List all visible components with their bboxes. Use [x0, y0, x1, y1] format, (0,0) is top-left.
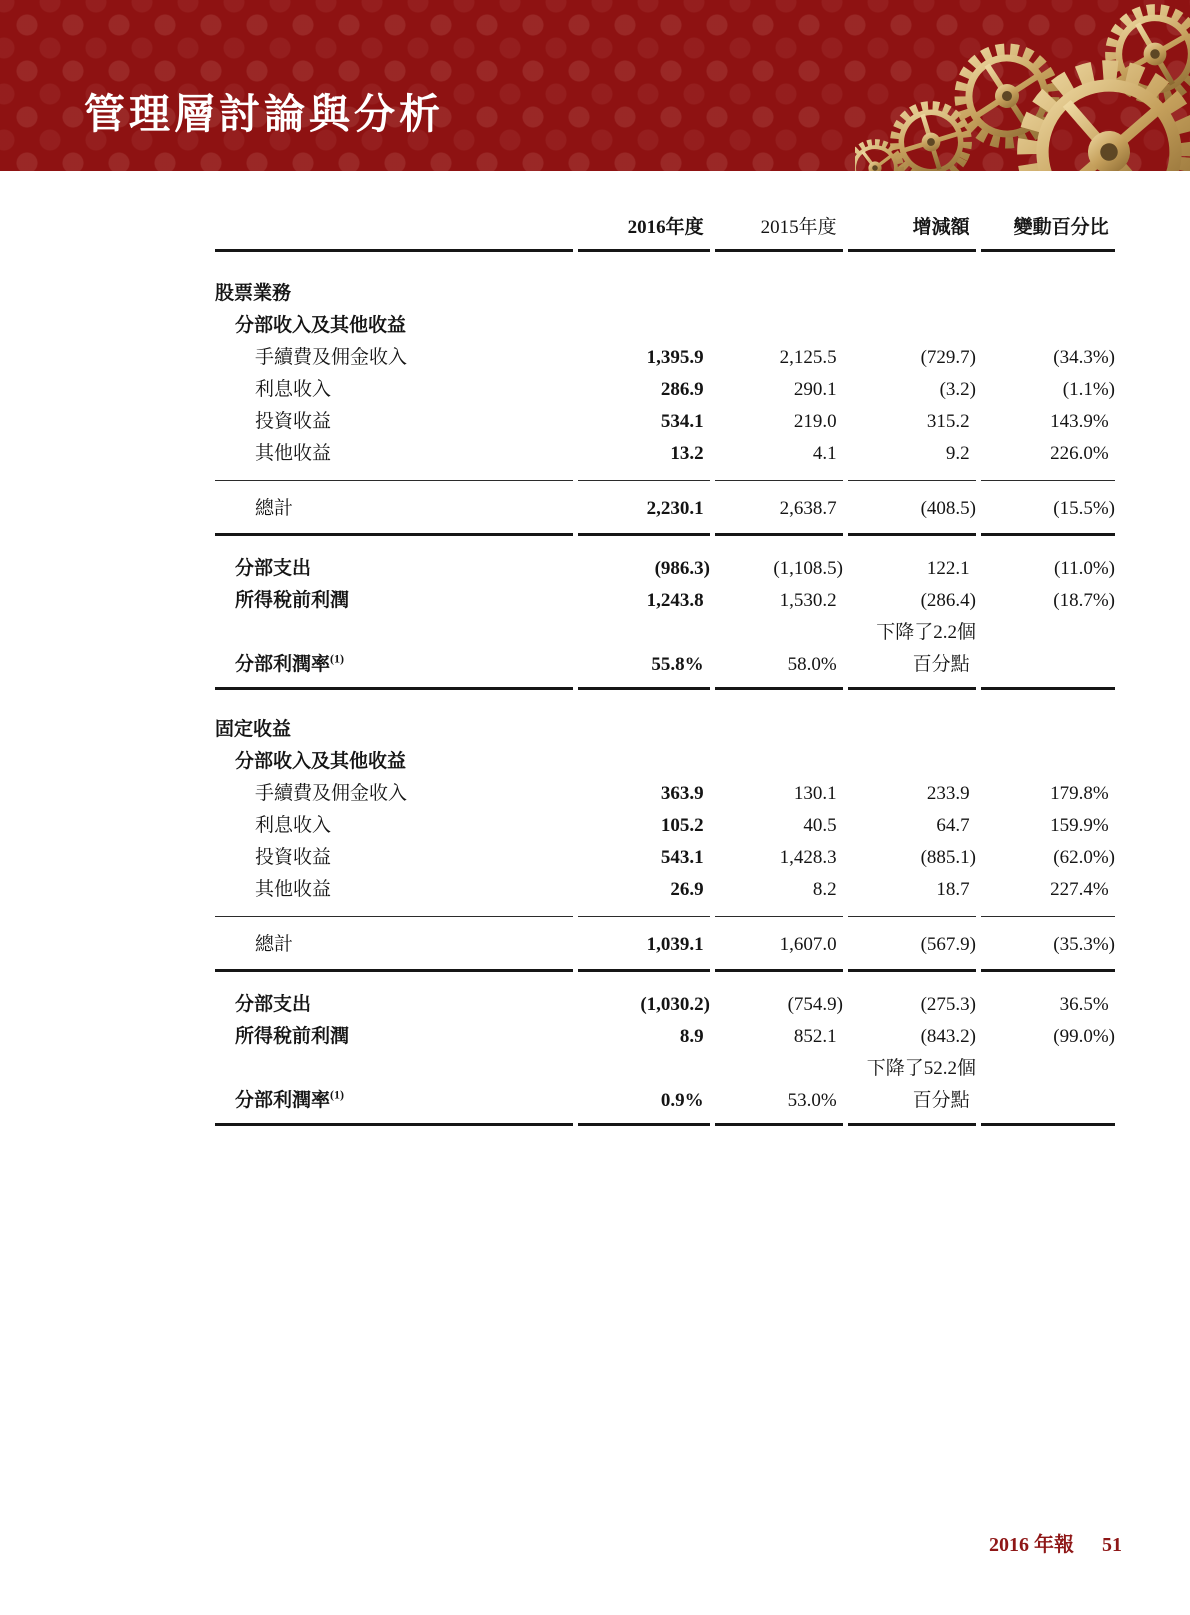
table-row [215, 778, 1115, 810]
row-label: 總計 [215, 481, 573, 536]
table-row [215, 874, 1115, 917]
value-2016: 286.9 [660, 379, 704, 400]
row-label: 利息收入 [255, 815, 332, 836]
row-label: 分部支出 [235, 994, 312, 1015]
section-subheading-row [215, 310, 1115, 342]
header-change: 增減額 [848, 212, 976, 252]
spacer [215, 972, 1115, 989]
note-cell: 下降了52.2個 [866, 1058, 976, 1079]
value-2016: 105.2 [660, 815, 704, 836]
value-2015: 2,638.7 [715, 481, 843, 536]
value-change: (286.4) [920, 590, 976, 611]
value-change: (408.5) [848, 481, 976, 536]
row-label: 所得稅前利潤 [235, 1026, 350, 1047]
note-row [215, 1053, 1115, 1085]
section-heading: 固定收益 [215, 719, 292, 740]
value-2015: 8.2 [715, 874, 843, 917]
value-2015: (1,108.5) [773, 558, 843, 579]
value-change: (567.9) [848, 917, 976, 972]
value-2015: 53.0% [715, 1085, 843, 1126]
value-2016: (986.3) [654, 558, 710, 579]
header-empty [215, 212, 573, 252]
value-pct: (11.0%) [1053, 558, 1115, 579]
table-row [215, 342, 1115, 374]
note-row [215, 617, 1115, 649]
pretax-profit-row [215, 1021, 1115, 1053]
value-pct: (34.3%) [1053, 347, 1115, 368]
row-label: 投資收益 [255, 411, 332, 432]
row-label: 總計 [215, 917, 573, 972]
section-subheading: 分部收入及其他收益 [235, 751, 407, 772]
header-pct-change: 變動百分比 [981, 212, 1115, 252]
value-2016: (1,030.2) [640, 994, 710, 1015]
row-label: 手續費及佣金收入 [255, 783, 408, 804]
value-change: (275.3) [920, 994, 976, 1015]
page-footer [989, 1528, 1122, 1557]
row-label: 其他收益 [215, 874, 573, 917]
value-2016: 55.8% [578, 649, 710, 690]
value-2015: (754.9) [787, 994, 843, 1015]
value-2016: 26.9 [578, 874, 710, 917]
expense-row [215, 553, 1115, 585]
row-label: 利息收入 [255, 379, 332, 400]
value-change: (885.1) [920, 847, 976, 868]
value-change: 122.1 [926, 558, 970, 579]
row-label: 手續費及佣金收入 [255, 347, 408, 368]
value-change: 18.7 [848, 874, 976, 917]
value-2016: 363.9 [660, 783, 704, 804]
value-2015: 1,428.3 [779, 847, 837, 868]
page-number: 51 [1102, 1534, 1122, 1556]
value-2015: 4.1 [715, 438, 843, 481]
header-2015: 2015年度 [715, 212, 843, 252]
value-change: 64.7 [936, 815, 970, 836]
value-2016: 534.1 [660, 411, 704, 432]
value-2015: 290.1 [793, 379, 837, 400]
value-2015: 1,607.0 [715, 917, 843, 972]
value-2015: 219.0 [793, 411, 837, 432]
value-2016: 8.9 [679, 1026, 704, 1047]
value-pct: (62.0%) [1053, 847, 1115, 868]
table-row [215, 842, 1115, 874]
value-change: 233.9 [926, 783, 970, 804]
pretax-profit-row [215, 585, 1115, 617]
table-row [215, 406, 1115, 438]
table-header-row [215, 212, 1115, 252]
value-2016: 1,395.9 [646, 347, 704, 368]
page-title: 管理層討論與分析 [84, 91, 444, 137]
value-pct: 36.5% [1059, 994, 1109, 1015]
value-change: 百分點 [848, 649, 976, 690]
value-2015: 130.1 [793, 783, 837, 804]
value-2015: 2,125.5 [779, 347, 837, 368]
value-pct: (15.5%) [981, 481, 1115, 536]
row-label: 分部利潤率$^{(1)}$ [215, 649, 573, 690]
page-banner [0, 0, 1190, 171]
report-year-label: 2016 年報 [989, 1534, 1074, 1556]
value-2016: 1,243.8 [646, 590, 704, 611]
spacer [215, 690, 1115, 714]
table-row [215, 810, 1115, 842]
value-change: (729.7) [920, 347, 976, 368]
section-subheading: 分部收入及其他收益 [235, 315, 407, 336]
expense-row [215, 989, 1115, 1021]
value-2016: 543.1 [660, 847, 704, 868]
total-row [215, 481, 1115, 536]
value-pct: 179.8% [1050, 783, 1109, 804]
row-label: 所得稅前利潤 [235, 590, 350, 611]
value-change: (843.2) [920, 1026, 976, 1047]
value-pct: (1.1%) [1062, 379, 1115, 400]
value-change: 315.2 [926, 411, 970, 432]
segment-results-table [210, 212, 1120, 1126]
value-pct: 159.9% [1050, 815, 1109, 836]
value-pct: 226.0% [981, 438, 1115, 481]
margin-row [215, 649, 1115, 690]
value-2015: 852.1 [793, 1026, 837, 1047]
header-2016: 2016年度 [578, 212, 710, 252]
margin-row [215, 1085, 1115, 1126]
value-2016: 0.9% [578, 1085, 710, 1126]
value-change: (3.2) [939, 379, 976, 400]
footnote-marker: (1) [330, 1087, 345, 1102]
section-heading-row [215, 278, 1115, 310]
value-2016: 2,230.1 [578, 481, 710, 536]
row-label: 其他收益 [215, 438, 573, 481]
section-subheading-row [215, 746, 1115, 778]
total-row [215, 917, 1115, 972]
row-label: 分部支出 [235, 558, 312, 579]
table-row [215, 374, 1115, 406]
value-change: 9.2 [848, 438, 976, 481]
value-pct: 143.9% [1050, 411, 1109, 432]
spacer [215, 252, 1115, 278]
spacer [215, 536, 1115, 553]
footnote-marker: (1) [330, 651, 345, 666]
value-pct: (18.7%) [1053, 590, 1115, 611]
section-heading: 股票業務 [215, 283, 292, 304]
value-2015: 1,530.2 [779, 590, 837, 611]
section-heading-row [215, 714, 1115, 746]
table-row [215, 438, 1115, 481]
value-2016: 13.2 [578, 438, 710, 481]
value-pct: (35.3%) [981, 917, 1115, 972]
gears-image [855, 0, 1190, 171]
row-label: 投資收益 [255, 847, 332, 868]
value-2015: 58.0% [715, 649, 843, 690]
value-2015: 40.5 [803, 815, 837, 836]
note-cell: 下降了2.2個 [876, 622, 976, 643]
value-2016: 1,039.1 [578, 917, 710, 972]
value-pct: (99.0%) [1053, 1026, 1115, 1047]
value-change: 百分點 [848, 1085, 976, 1126]
value-pct: 227.4% [981, 874, 1115, 917]
row-label: 分部利潤率$^{(1)}$ [215, 1085, 573, 1126]
